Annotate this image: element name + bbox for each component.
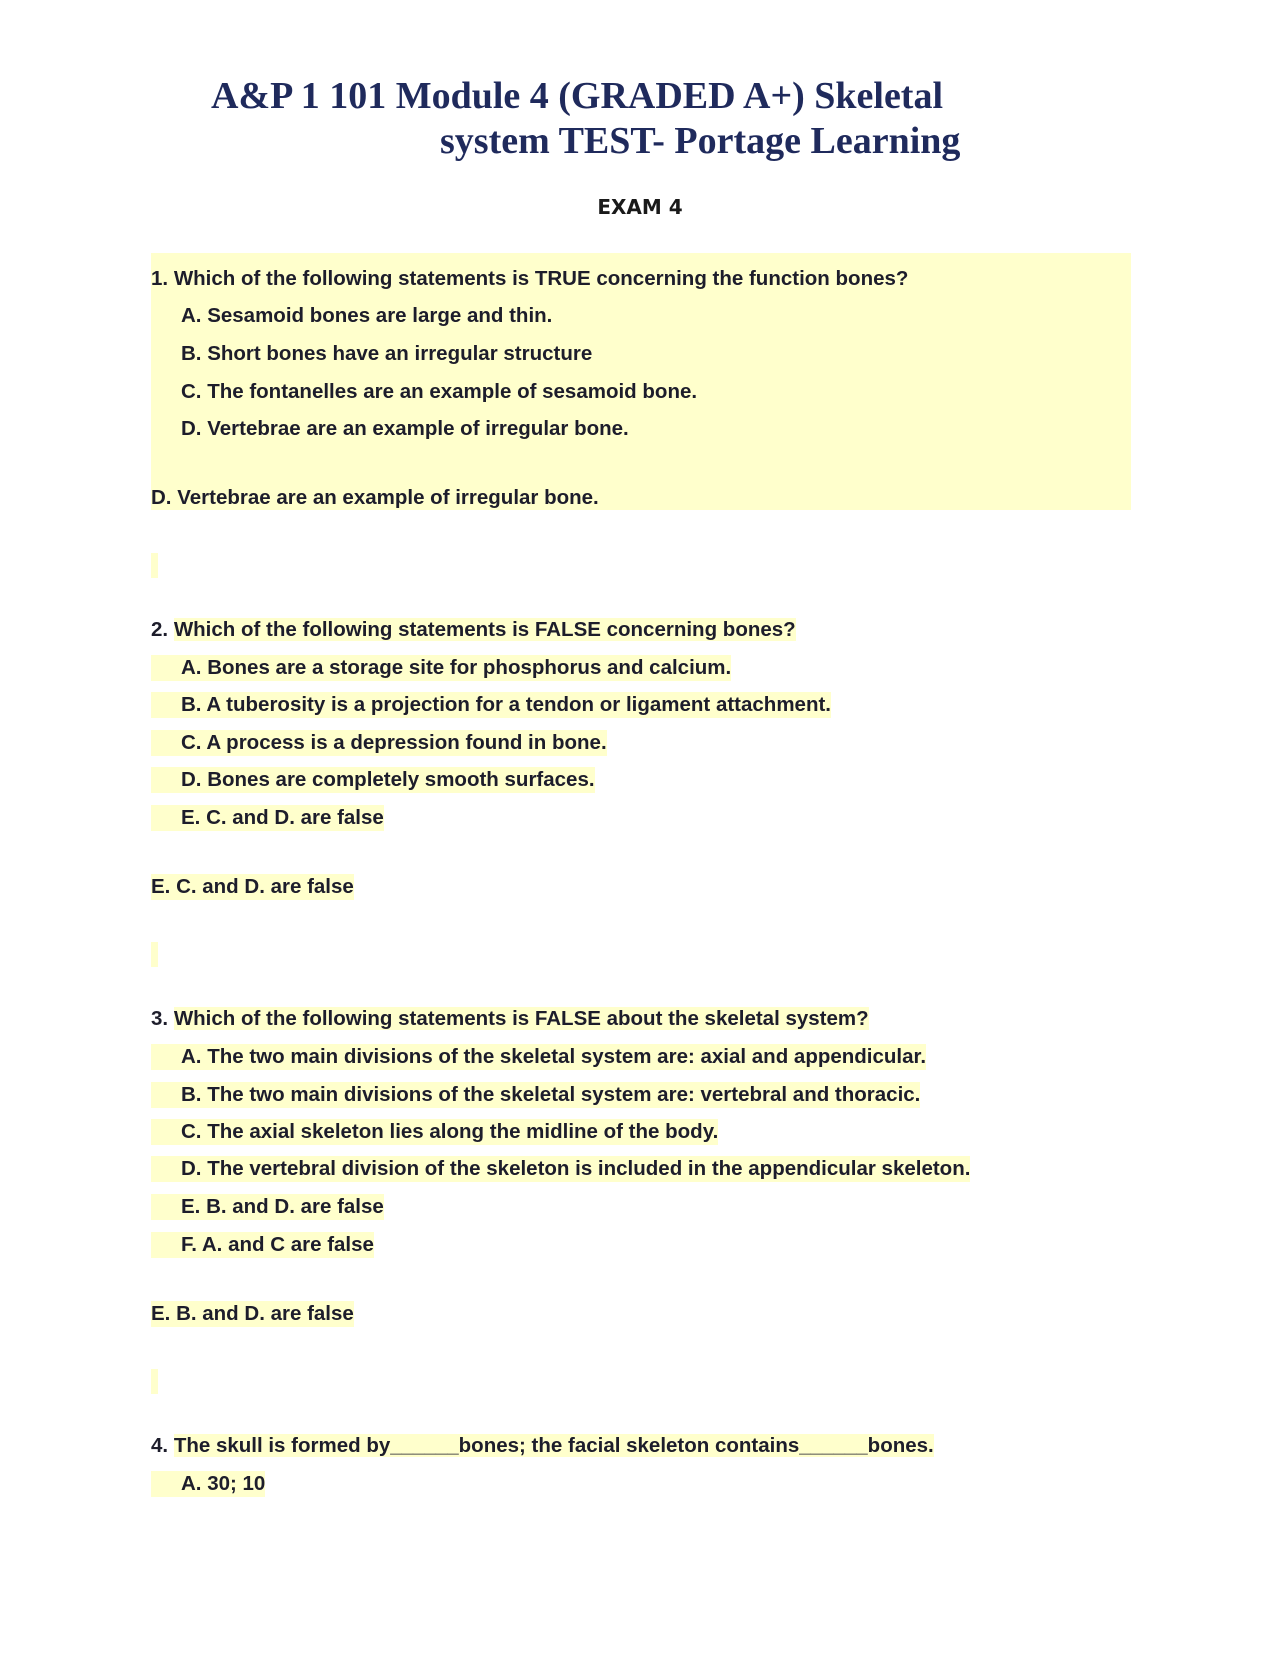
highlight-marker: [151, 942, 158, 967]
question-3-answer: E. B. and D. are false: [151, 1302, 354, 1325]
question-2-option-e: E. C. and D. are false: [151, 805, 384, 831]
title-line-2: system TEST- Portage Learning: [440, 120, 961, 162]
question-1-option-a: A. Sesamoid bones are large and thin.: [181, 304, 553, 327]
question-1-answer: D. Vertebrae are an example of irregular bone.: [151, 486, 599, 509]
question-1-option-c: C. The fontanelles are an example of sesamoid bone.: [181, 380, 698, 403]
question-4-text: The skull is formed by______bones; the facial skeleton contains______bones.: [173, 1434, 934, 1457]
question-1-text: Which of the following statements is TRUE concerning the function bones?: [173, 267, 909, 290]
question-1-number: 1.: [151, 267, 169, 290]
exam-subtitle-text: EXAM 4: [597, 195, 683, 219]
question-3-option-e: E. B. and D. are false: [151, 1194, 384, 1220]
title-line-1: A&P 1 101 Module 4 (GRADED A+) Skeletal: [211, 75, 944, 117]
question-1-option-b: B. Short bones have an irregular structure: [181, 342, 593, 365]
highlight-marker: [151, 1369, 158, 1394]
document-title: [0, 74, 1280, 164]
question-2-option-d: D. Bones are completely smooth surfaces.: [151, 767, 595, 793]
question-2-option-a: A. Bones are a storage site for phosphorus and calcium.: [151, 655, 731, 681]
question-3-number: 3.: [151, 1007, 169, 1030]
question-4-prompt: [151, 1433, 934, 1459]
question-2-answer: E. C. and D. are false: [151, 875, 354, 898]
question-4-option-a: A. 30; 10: [151, 1471, 265, 1497]
question-2-number: 2.: [151, 618, 169, 641]
question-2-prompt: [151, 617, 796, 643]
question-2-option-c: C. A process is a depression found in bone.: [151, 730, 607, 756]
question-2-option-b: B. A tuberosity is a projection for a tendon or ligament attachment.: [151, 692, 831, 718]
question-3-option-b: B. The two main divisions of the skeletal system are: vertebral and thoracic.: [151, 1082, 920, 1108]
question-3-text: Which of the following statements is FALSE about the skeletal system?: [173, 1007, 869, 1030]
question-2-text: Which of the following statements is FALSE concerning bones?: [173, 618, 796, 641]
question-3-option-c: C. The axial skeleton lies along the midline of the body.: [151, 1119, 718, 1145]
question-3-option-a: A. The two main divisions of the skeletal system are: axial and appendicular.: [151, 1044, 926, 1070]
question-3-prompt: [151, 1006, 869, 1032]
question-1-prompt: [151, 266, 908, 292]
question-3-option-f: F. A. and C are false: [151, 1232, 374, 1258]
question-4-number: 4.: [151, 1434, 169, 1457]
question-1-option-d: D. Vertebrae are an example of irregular bone.: [181, 417, 629, 440]
highlight-marker: [151, 553, 158, 578]
exam-subtitle: [0, 195, 1280, 219]
question-3-option-d: D. The vertebral division of the skeleton is included in the appendicular skeleton.: [151, 1156, 970, 1182]
